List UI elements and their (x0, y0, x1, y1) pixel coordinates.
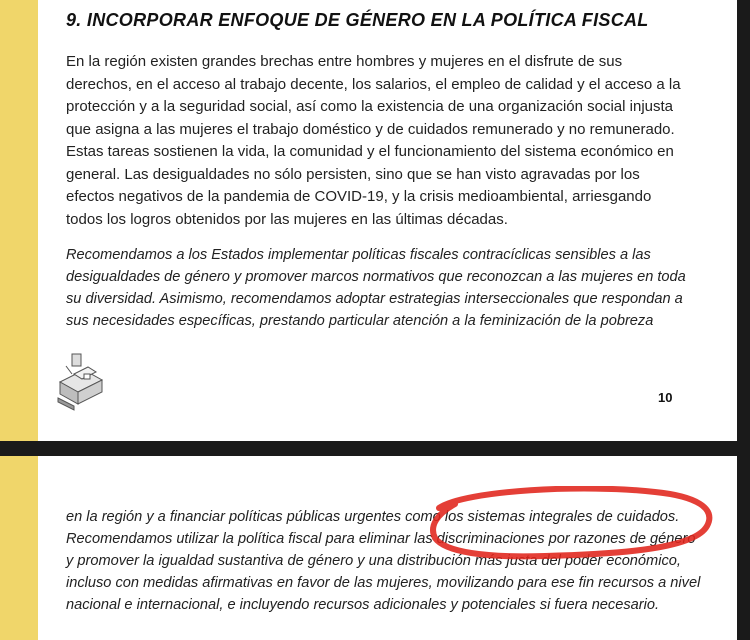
continuation-paragraph: en la región y a financiar políticas públicas urgentes como los sistemas integrales de cuidados. Recomendamos utilizar la política fiscal para eliminar las discriminaciones por razones de género y promover la igualdad sustantiva de género y una distribución más justa del poder económico, incluso con medidas afirmativas en favor de las mujeres, movilizando para ese fin recursos a nivel nacional e internacional, e incluyendo recursos adicionales y potenciales si fuera necesario. (66, 509, 701, 613)
recommendation-paragraph: Recomendamos a los Estados implementar políticas fiscales contracíclicas sensibles a las desigualdades de género y promover marcos normativos que reconozcan a las mujeres en toda su diversidad. Asimismo, recomendamos adoptar estrategias interseccionales que respondan a sus necesidades específicas, prestando particular atención a la feminización de la pobreza (66, 247, 686, 329)
section-heading: 9. INCORPORAR ENFOQUE DE GÉNERO EN LA POLÍTICA FISCAL (66, 10, 649, 30)
body-paragraph: En la región existen grandes brechas entre hombres y mujeres en el disfrute de sus derechos, en el acceso al trabajo decente, los salarios, el empleo de calidad y el acceso a la protección y a la seguridad social, así como la existencia de una organización social injusta que asigna a las mujeres el trabajo doméstico y de cuidados remunerado y no remunerado. Estas tareas sostienen la vida, la comunidad y el funcionamiento del sistema económico en general. Las desigualdades no sólo persisten, sino que se han visto agravadas por los efectos negativos de la pandemia de COVID-19, y la crisis medioambiental, arriesgando todos los logros obtenidos por las mujeres en las últimas décadas. (66, 53, 681, 228)
document-page-bottom (0, 456, 737, 640)
cash-register-illustration-icon (54, 352, 108, 414)
accent-stripe (0, 456, 38, 640)
accent-stripe (0, 0, 38, 441)
page-number: 10 (658, 390, 673, 405)
